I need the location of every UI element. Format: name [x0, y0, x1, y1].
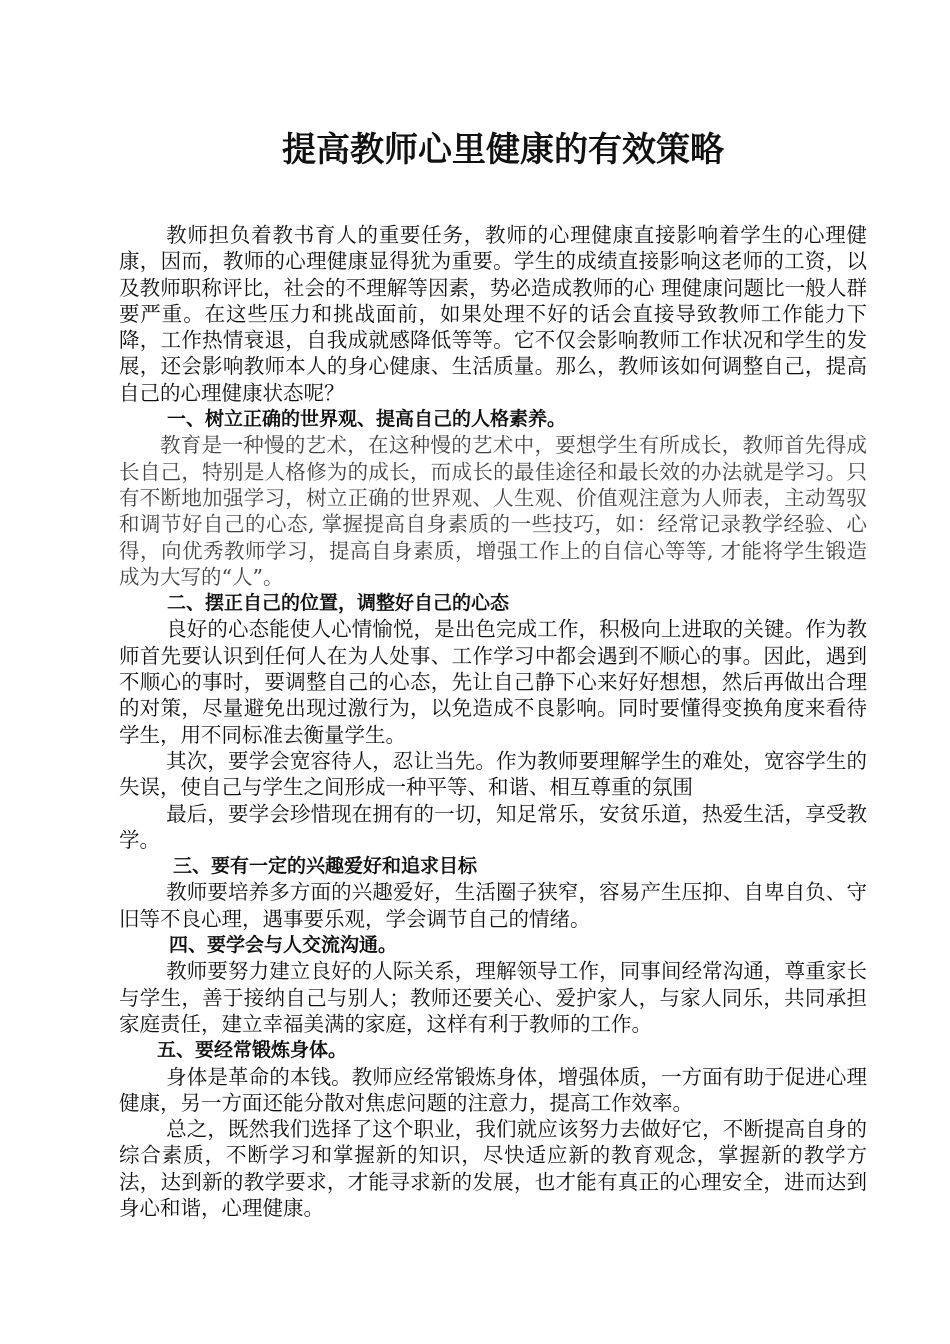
document-title: 提高教师心里健康的有效策略 [282, 130, 724, 170]
section-2-heading: 二、摆正自己的位置，调整好自己的心态 [167, 592, 510, 615]
section-2-paragraph-2: 其次，要学会宽容待人，忍让当先。作为教师要理解学生的难处，宽容学生的失误，使自己与学生之间形成一种平等、和谐、相互尊重的氛围 [119, 748, 867, 800]
section-5-heading: 五、要经常锻炼身体。 [157, 1039, 348, 1062]
document-body [119, 222, 867, 1221]
section-3-heading: 三、要有一定的兴趣爱好和追求目标 [173, 855, 478, 878]
section-2-paragraph-1: 良好的心态能使人心情愉悦，是出色完成工作，积极向上进取的关键。作为教师首先要认识到任何人在为人处事、工作学习中都会遇到不顺心的事。因此，遇到不顺心的事时，要调整自己的心态，先让自己静下心来好好想想，然后再做出合理的对策，尽量避免出现过激行为，以免造成不良影响。同时要懂得变换角度来看待学生，用不同标准去衡量学生。 [119, 617, 867, 747]
section-2-paragraph-3: 最后，要学会珍惜现在拥有的一切，知足常乐，安贫乐道，热爱生活，享受教学。 [119, 801, 867, 852]
section-5-paragraph-1: 身体是革命的本钱。教师应经常锻炼身体，增强体质，一方面有助于促进心理健康，另一方面还能分散对焦虑问题的注意力，提高工作效率。 [119, 1064, 867, 1115]
section-3-paragraph: 教师要培养多方面的兴趣爱好，生活圈子狭窄，容易产生压抑、自卑自负、守旧等不良心理，遇事要乐观，学会调节自己的情绪。 [119, 880, 867, 931]
section-1-paragraph: 教育是一种慢的艺术，在这种慢的艺术中，要想学生有所成长，教师首先得成长自己，特别是人格修为的成长，而成长的最佳途径和最长效的办法就是学习。只有不断地加强学习，树立正确的世界观、人生观、价值观注意为人师表，主动驾驭和调节好自己的心态, 掌握提高自身素质的一些技巧，如：经常记录教学经验、心得，向优秀教师学习，提高自身素质，增强工作上的自信心等等, 才能将学生锻造成为大写的“人”。 [119, 433, 867, 589]
section-4-heading: 四、要学会与人交流沟通。 [169, 934, 398, 957]
section-1-heading: 一、树立正确的世界观、提高自己的人格素养。 [167, 408, 567, 431]
intro-paragraph: 教师担负着教书育人的重要任务，教师的心理健康直接影响着学生的心理健康，因而，教师的心理健康显得犹为重要。学生的成绩直接影响这老师的工资，以及教师职称评比，社会的不理解等因素，势必造成教师的心 理健康问题比一般人群要严重。在这些压力和挑战面前，如果处理不好的话会直接导致教师工作能力下降，工作热情衰退，自我成就感降低等等。它不仅会影响教师工作状况和学生的发展，还会影响教师本人的身心健康、生活质量。那么，教师该如何调整自己，提高自己的心理健康状态呢？ [119, 223, 867, 405]
conclusion-paragraph: 总之，既然我们选择了这个职业，我们就应该努力去做好它，不断提高自身的综合素质，不断学习和掌握新的知识，尽快适应新的教育观念，掌握新的教学方法，达到新的教学要求，才能寻求新的发展，也才能有真正的心理安全，进而达到身心和谐，心理健康。 [119, 1117, 867, 1220]
section-4-paragraph: 教师要努力建立良好的人际关系，理解领导工作，同事间经常沟通，尊重家长与学生，善于接纳自己与别人；教师还要关心、爱护家人，与家人同乐，共同承担家庭责任，建立幸福美满的家庭，这样有利于教师的工作。 [119, 959, 867, 1036]
